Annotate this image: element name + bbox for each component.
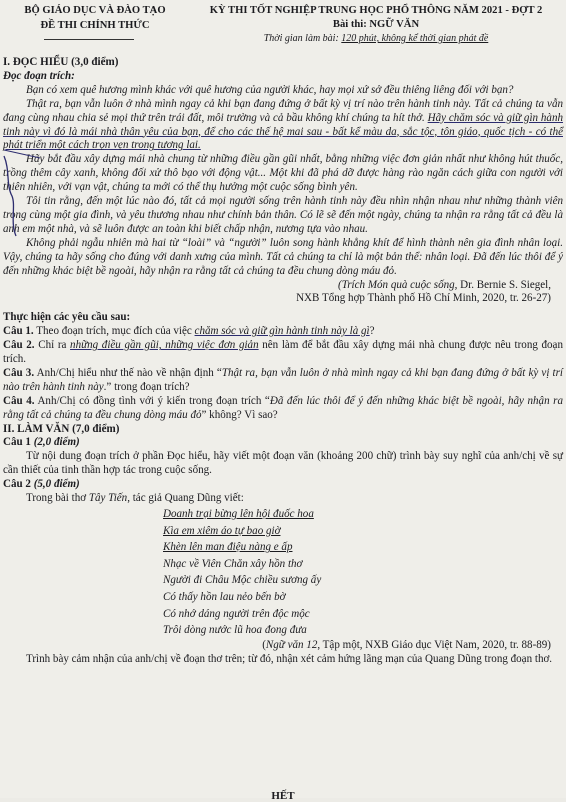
- header-left: [6, 5, 184, 31]
- tasks-heading: Thực hiện các yêu cầu sau:: [3, 311, 131, 324]
- passage-p2-underlined: Hãy chăm sóc và giữ gìn hành tinh này vì đó là mái nhà thân yêu của bạn, để cho các thế hệ mai sau - bất kể màu da, sắc tộc, tôn giáo, quốc tịch - có thể phát triển một cách trọn vẹn trong tương lai.: [3, 111, 563, 152]
- essay-question-2-task: Trình bày cảm nhận của anh/chị về đoạn thơ trên; từ đó, nhận xét cảm hứng lãng mạn của Quang Dũng trong đoạn thơ.: [26, 652, 553, 665]
- question-1: [3, 325, 563, 339]
- header-divider: [44, 39, 134, 40]
- question-4-label: Câu 4.: [3, 394, 35, 407]
- poem-line: Có nhớ dáng người trên độc mộc: [163, 607, 310, 620]
- exam-body: [3, 56, 563, 667]
- question-1-text: Theo đoạn trích, mục đích của việc: [33, 325, 195, 338]
- essay-question-1-title: [3, 436, 563, 450]
- question-1-label: Câu 1.: [3, 325, 34, 338]
- essay-question-2-intro-c: , tác giả Quang Dũng viết:: [127, 492, 244, 505]
- question-1-end: ?: [369, 325, 375, 338]
- source-line-1: [3, 279, 563, 293]
- question-4: [3, 395, 563, 423]
- passage-paragraph-4: Tôi tin rằng, đến một lúc nào đó, tất cả mọi người sống trên hành tinh này đều nhìn nhận nhau như những thành viên trong cùng một gia đình, và yêu thương nhau như chính bản thân. Có lẽ sẽ đến một ngày, chúng ta nhận ra rằng tất cả đều là anh em một nhà, và sẽ luôn được an toàn khi biết chấp nhận, nương tựa vào nhau.: [3, 195, 563, 235]
- question-1-quote: chăm sóc và giữ gìn hành tinh này là gì: [194, 325, 370, 338]
- poem-line: Có thấy hồn lau nẻo bến bờ: [163, 590, 286, 603]
- question-2: [3, 339, 563, 367]
- essay-question-2-intro-a: Trong bài thơ: [26, 492, 89, 505]
- ministry-name: BỘ GIÁO DỤC VÀ ĐÀO TẠO: [24, 5, 166, 16]
- essay-question-2-intro: [3, 492, 563, 506]
- essay-question-1-text: Từ nội dung đoạn trích ở phần Đọc hiểu, hãy viết một đoạn văn (khoảng 200 chữ) trình bày suy nghĩ của anh/chị về sự cần thiết của tinh thần hợp tác trong cuộc sống.: [3, 450, 563, 477]
- essay-question-1-label: Câu 1: [3, 436, 34, 449]
- essay-question-2-points: (5,0 điểm): [33, 478, 80, 491]
- time-info: [190, 33, 562, 44]
- source-title: (Trích Món quà cuộc sống: [338, 278, 455, 291]
- question-4-end: ” không? Vì sao?: [201, 408, 278, 421]
- poem-line: Kìa em xiêm áo tự bao giờ: [163, 524, 281, 537]
- poem-title: Tây Tiến: [88, 492, 128, 505]
- time-prefix: Thời gian làm bài:: [263, 33, 342, 44]
- poem-line: Người đi Châu Mộc chiều sương ấy: [163, 574, 322, 587]
- poem-line: Trôi dòng nước lũ hoa đong đưa: [163, 624, 307, 637]
- official-label: ĐỀ THI CHÍNH THỨC: [40, 20, 150, 31]
- passage-paragraph-5: Không phải ngẫu nhiên mà hai từ “loài” và “người” luôn song hành khẳng khít để hình thành nên gia đình nhân loại. Vậy, chúng ta hãy sống cho đúng với danh xưng của mình. Tất cả chúng ta chỉ là một bản thể: nhân loại. Đã đến lúc thôi để ý đến những khác biệt bề ngoài, hãy nhận ra rằng tất cả chúng ta đều chung dòng máu đỏ.: [3, 236, 563, 277]
- essay-question-1-points: (2,0 điểm): [33, 436, 80, 449]
- question-3-label: Câu 3.: [3, 366, 35, 379]
- essay-question-2-title: [3, 478, 563, 492]
- source-line-2: NXB Tổng hợp Thành phố Hồ Chí Minh, 2020, tr. 26-27): [296, 292, 551, 305]
- question-4-quote: Đã đến lúc thôi để ý đến những khác biệt bề ngoài, hãy nhận ra rằng tất cả chúng ta đều chung dòng máu đỏ: [3, 394, 563, 421]
- part1-heading: I. ĐỌC HIỂU (3,0 điểm): [3, 56, 119, 68]
- passage-p2-part-a: Thật ra, bạn vẫn luôn ở nhà mình ngay cả khi bạn đang đứng ở bất kỳ vị trí nào trên hành tinh này. Tất cả chúng ta vẫn đang cùng nhau chia sẻ mọi thứ trên trái đất, môi trường và cả bầu không khí chúng ta hít thở.: [3, 97, 563, 124]
- question-3-text: Anh/Chị hiểu như thế nào về nhận định “: [34, 366, 222, 379]
- poem-excerpt: [3, 506, 563, 639]
- passage-paragraph-3: Hãy bắt đầu xây dựng mái nhà chung từ những điều gần gũi nhất, bằng những việc đơn giản nhất như không hút thuốc, trồng thêm cây xanh, không đối xử thô bạo với động vật... Một khi đã phá dỡ được hàng rào ngăn cách giữa con người với thiên nhiên, với vạn vật, chúng ta mới có thể thụ hưởng một cuộc sống bình yên.: [3, 153, 563, 194]
- question-4-text: Anh/Chị có đồng tình với ý kiến trong đoạn trích “: [34, 394, 270, 407]
- poem-line: Doanh trại bừng lên hội đuốc hoa: [163, 508, 314, 520]
- time-value: 120 phút, không kể thời gian phát đề: [341, 33, 489, 44]
- poem-line: Khèn lên man điệu nàng e ấp: [163, 541, 293, 554]
- question-2-label: Câu 2.: [3, 339, 35, 352]
- poem-source: [3, 639, 563, 653]
- question-3-quote: Thật ra, bạn vẫn luôn ở nhà mình ngay cả khi bạn đang đứng ở bất kỳ vị trí nào trên hành tinh này: [3, 366, 563, 393]
- poem-source-book: Ngữ văn 12: [265, 638, 318, 651]
- question-3-end: .” trong đoạn trích?: [103, 380, 190, 393]
- exam-title: KỲ THI TỐT NGHIỆP TRUNG HỌC PHỔ THÔNG NĂM 2021 - ĐỢT 2: [209, 5, 543, 16]
- end-marker: HẾT: [271, 790, 295, 802]
- question-2-end: nên làm để bắt đầu xây dựng mái nhà chung được nêu trong đoạn trích.: [3, 339, 563, 366]
- passage-paragraph-1: Bạn có xem quê hương mình khác với quê hương của người khác, hay mọi xứ sở đều thiêng liêng đối với bạn?: [26, 83, 514, 96]
- header-right: [190, 5, 562, 44]
- question-2-text: Chỉ ra: [34, 339, 71, 352]
- part2-heading: II. LÀM VĂN (7,0 điểm): [3, 422, 120, 435]
- poem-line: Nhạc về Viên Chăn xây hồn thơ: [163, 557, 303, 570]
- reading-intro: Đọc đoạn trích:: [3, 69, 75, 82]
- subject-title: Bài thi: NGỮ VĂN: [332, 19, 420, 30]
- essay-question-2-label: Câu 2: [3, 478, 34, 491]
- question-3: [3, 367, 563, 395]
- passage-paragraph-2: [3, 98, 563, 154]
- question-2-quote: những điều gần gũi, những việc đơn giản: [70, 339, 259, 352]
- source-author: , Dr. Bernie S. Siegel,: [454, 278, 551, 291]
- poem-source-open: (: [262, 638, 266, 651]
- poem-source-rest: , Tập một, NXB Giáo dục Việt Nam, 2020, tr. 88-89): [317, 638, 551, 651]
